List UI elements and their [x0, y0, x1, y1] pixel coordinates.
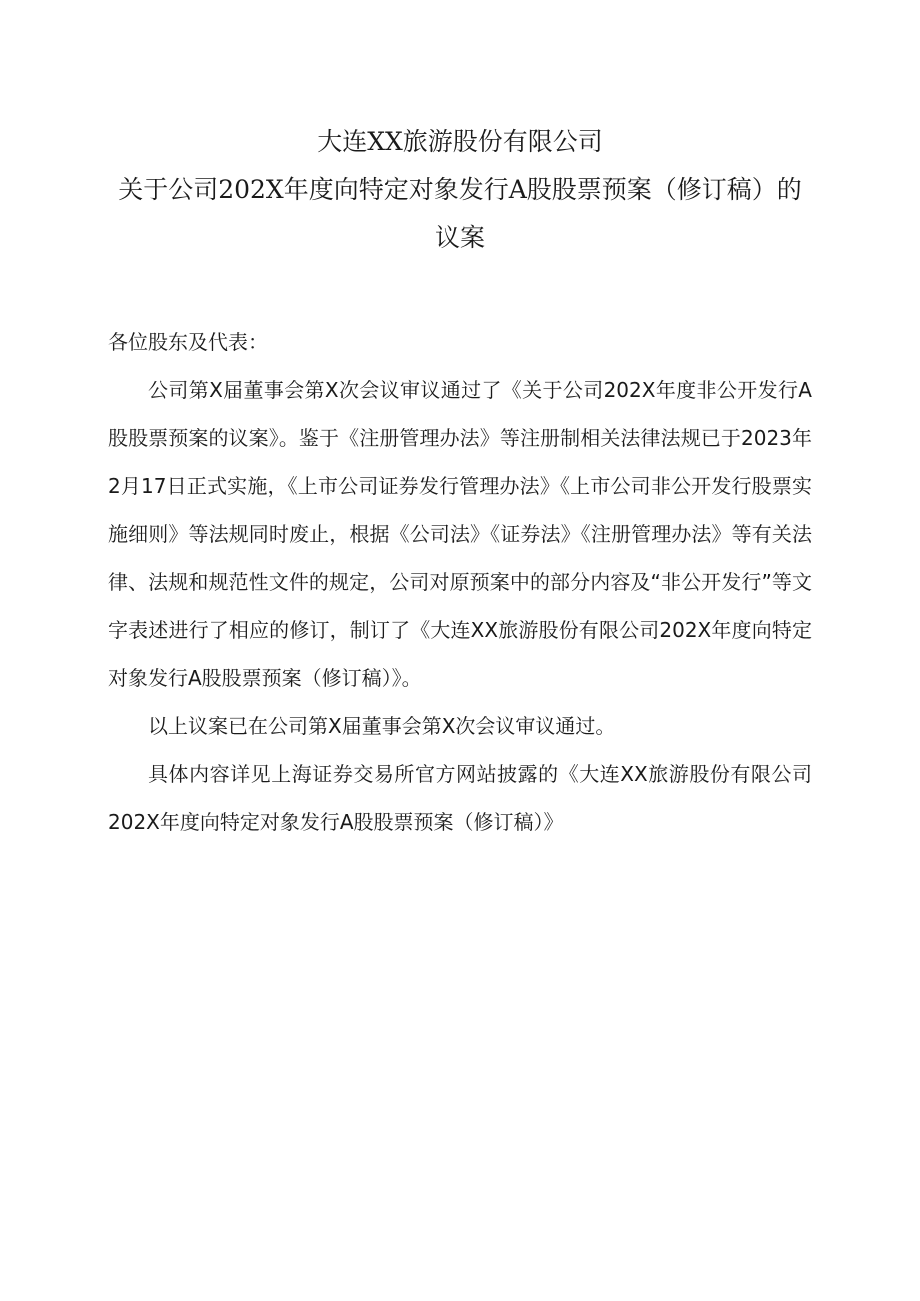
- paragraph-board-approval: 以上议案已在公司第X届董事会第X次会议审议通过。: [148, 714, 616, 738]
- document-body: [108, 318, 812, 846]
- salutation: 各位股东及代表：: [108, 330, 268, 354]
- title-company-name: 大连XX旅游股份有限公司: [317, 127, 603, 156]
- paragraph-disclosure-reference: 具体内容详见上海证券交易所官方网站披露的《大连XX旅游股份有限公司202X年度向特定对象发行A股股票预案（修订稿）》: [108, 762, 812, 834]
- paragraph-revision-background: 公司第X届董事会第X次会议审议通过了《关于公司202X年度非公开发行A股股票预案的议案》。鉴于《注册管理办法》等注册制相关法律法规已于2023年2月17日正式实施，《上市公司证券发行管理办法》《上市公司非公开发行股票实施细则》等法规同时废止，根据《公司法》《证券法》《注册管理办法》等有关法律、法规和规范性文件的规定，公司对原预案中的部分内容及“非公开发行”等文字表述进行了相应的修订，制订了《大连XX旅游股份有限公司202X年度向特定对象发行A股股票预案（修订稿）》。: [108, 378, 812, 690]
- title-proposal-subject: 关于公司202X年度向特定对象发行A股股票预案（修订稿）的: [118, 175, 802, 204]
- title-proposal-word: 议案: [434, 223, 485, 252]
- document-title: [0, 118, 920, 262]
